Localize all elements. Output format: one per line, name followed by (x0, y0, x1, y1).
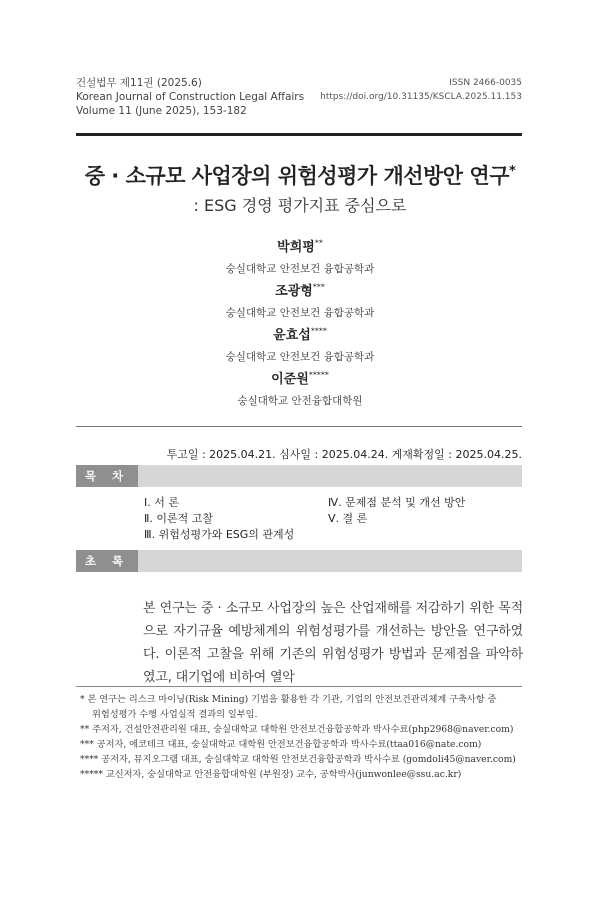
footnote-author-4: ***** 교신저자, 숭실대학교 안전융합대학원 (부원장) 교수, 공학박사(junwonlee@ssu.ac.kr) (80, 769, 462, 780)
author-name: 이준원 (271, 372, 309, 387)
doi-link[interactable]: https://doi.org/10.31135/KSCLA.2025.11.153 (320, 92, 522, 102)
issn: ISSN 2466-0035 (449, 78, 522, 88)
footnote-author-2: *** 공저자, 에코테크 대표, 숭실대학교 대학원 안전보건융합공학과 박사수료(ttaa016@nate.com) (80, 739, 482, 750)
footnote-author-3: **** 공저자, 뮤지오그램 대표, 숭실대학교 대학원 안전보건융합공학과 박사수료 (gomdoli45@naver.com) (80, 754, 516, 765)
toc-header-bar (76, 465, 522, 487)
author-name: 윤효섭 (273, 328, 311, 343)
author-name: 조광형 (275, 284, 313, 299)
author-3 (100, 324, 500, 364)
author-affiliation: 숭실대학교 안전융합대학원 (237, 395, 363, 407)
submission-dates: 투고일 : 2025.04.21. 심사일 : 2025.04.24. 게재확정일 : 2025.04.25. (166, 448, 522, 461)
abstract-text: 본 연구는 중 · 소규모 사업장의 높은 산업재해를 저감하기 위한 목적으로 자기규율 예방체계의 위험성평가를 개선하는 방안을 연구하였다. 이론적 고찰을 위해 기존의 위험성평가 방법과 문제점을 파악하였고, 대기업에 비하여 열악 (143, 601, 523, 685)
author-mark: **** (310, 326, 327, 336)
footnotes (80, 692, 528, 782)
footnote-divider (76, 686, 522, 687)
journal-info (76, 76, 304, 118)
footnote-author-1: ** 주저자, 건설안전관리원 대표, 숭실대학교 대학원 안전보건융합공학과 박사수료(php2968@naver.com) (80, 724, 514, 735)
toc-label: 목 차 (76, 465, 138, 487)
author-affiliation: 숭실대학교 안전보건 융합공학과 (225, 351, 375, 363)
author-name: 박희평 (277, 240, 315, 255)
author-4 (100, 368, 500, 408)
toc-left-column (144, 495, 294, 543)
author-1 (100, 236, 500, 276)
journal-korean: 건설법무 제11권 (2025.6) (76, 77, 202, 89)
author-affiliation: 숭실대학교 안전보건 융합공학과 (225, 307, 375, 319)
author-mark: ***** (308, 370, 329, 380)
paper-title-text: 중 · 소규모 사업장의 위험성평가 개선방안 연구 (84, 164, 509, 188)
footnote-funding-cont: 위험성평가 수행 사업실적 결과의 일부임. (92, 709, 258, 720)
journal-english: Korean Journal of Construction Legal Affairs (76, 91, 305, 103)
toc-item[interactable]: Ⅳ. 문제점 분석 및 개선 방안 (328, 496, 466, 509)
title-footnote-mark: * (508, 164, 516, 179)
toc-item[interactable]: Ⅰ. 서 론 (144, 496, 179, 509)
identifier-info (320, 76, 522, 104)
journal-volume: Volume 11 (June 2025), 153-182 (76, 105, 247, 117)
paper-title (60, 160, 540, 190)
authors-divider (76, 426, 522, 427)
toc-item[interactable]: Ⅴ. 결 론 (328, 512, 368, 525)
author-2 (100, 280, 500, 320)
abstract-label: 초 록 (76, 550, 138, 572)
paper-subtitle: : ESG 경영 평가지표 중심으로 (193, 196, 407, 215)
header-divider (76, 133, 522, 136)
footnote-funding: * 본 연구는 리스크 마이닝(Risk Mining) 기법을 활용한 각 기관, 기업의 안전보건관리체계 구축사항 중 (80, 694, 497, 705)
toc-item[interactable]: Ⅱ. 이론적 고찰 (144, 512, 214, 525)
author-mark: ** (314, 238, 323, 248)
abstract-header-bar (76, 550, 522, 572)
author-affiliation: 숭실대학교 안전보건 융합공학과 (225, 263, 375, 275)
toc-item[interactable]: Ⅲ. 위험성평가와 ESG의 관계성 (144, 528, 295, 541)
author-mark: *** (312, 282, 325, 292)
toc-right-column (328, 495, 465, 527)
